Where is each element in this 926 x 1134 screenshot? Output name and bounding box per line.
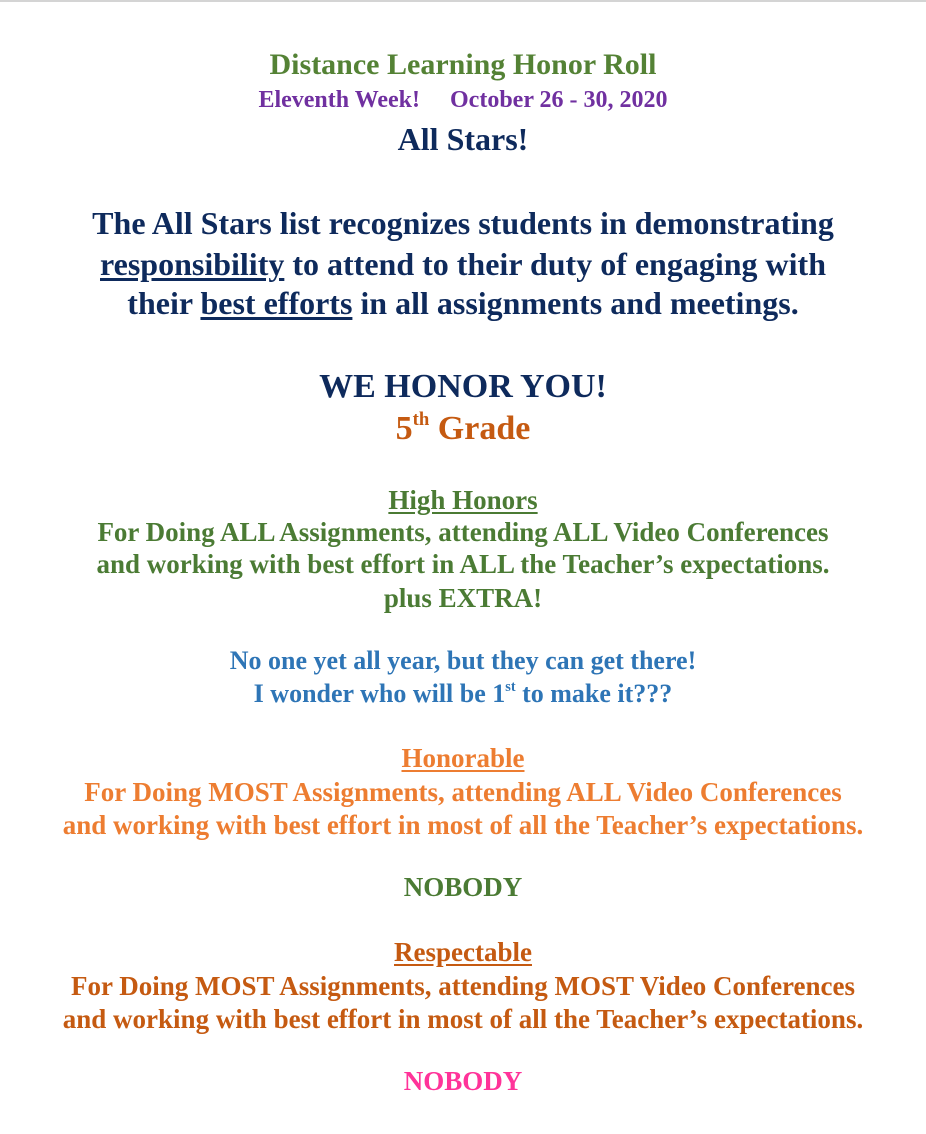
note-2-pre: I wonder who will be 1 xyxy=(253,679,506,708)
high-honors-line-1: For Doing ALL Assignments, attending ALL Video Conferences xyxy=(97,517,829,547)
high-honors-note-2 xyxy=(0,679,926,709)
respectable-heading xyxy=(0,937,926,968)
grade-word: Grade xyxy=(429,410,531,447)
high-honors-line-3: plus EXTRA! xyxy=(383,583,543,613)
week-label: Eleventh Week! xyxy=(258,87,421,113)
honorable-result: NOBODY xyxy=(403,872,523,902)
page-top-border xyxy=(0,0,926,2)
best-efforts-text: best efforts xyxy=(200,285,353,321)
intro-line-3 xyxy=(0,285,926,322)
intro-line-2-rest: to attend to their duty of engaging with xyxy=(284,246,826,282)
honorable-heading xyxy=(0,743,926,774)
intro-line-2 xyxy=(0,246,926,283)
grade-heading xyxy=(0,410,926,448)
date-range: October 26 - 30, 2020 xyxy=(450,87,668,113)
grade-suffix: th xyxy=(412,408,430,430)
honorable-label: Honorable xyxy=(401,743,525,773)
respectable-label: Respectable xyxy=(394,937,532,967)
respectable-line-2: and working with best effort in most of all the Teacher’s expectations. xyxy=(62,1004,864,1034)
note-2-sup: st xyxy=(505,679,516,696)
respectable-result: NOBODY xyxy=(403,1066,523,1096)
honorable-line-1: For Doing MOST Assignments, attending ALL Video Conferences xyxy=(84,777,842,807)
responsibility-text: responsibility xyxy=(100,246,285,282)
all-stars-subtitle: All Stars! xyxy=(397,121,529,157)
week-dates-line xyxy=(0,87,926,114)
document-title: Distance Learning Honor Roll xyxy=(269,48,657,81)
high-honors-label: High Honors xyxy=(388,485,538,515)
high-honors-note-1: No one yet all year, but they can get there! xyxy=(229,646,697,675)
high-honors-line-2: and working with best effort in ALL the Teacher’s expectations. xyxy=(96,549,830,579)
intro-line-1: The All Stars list recognizes students in demonstrating xyxy=(92,205,834,241)
high-honors-heading xyxy=(0,485,926,516)
intro-line-3-pre: their xyxy=(127,285,201,321)
respectable-line-1: For Doing MOST Assignments, attending MOST Video Conferences xyxy=(70,971,856,1001)
honorable-line-2: and working with best effort in most of all the Teacher’s expectations. xyxy=(62,810,864,840)
note-2-post: to make it??? xyxy=(515,679,673,708)
intro-line-3-rest: in all assignments and meetings. xyxy=(352,285,799,321)
grade-number: 5 xyxy=(395,410,413,447)
we-honor-you-heading: WE HONOR YOU! xyxy=(319,368,607,405)
